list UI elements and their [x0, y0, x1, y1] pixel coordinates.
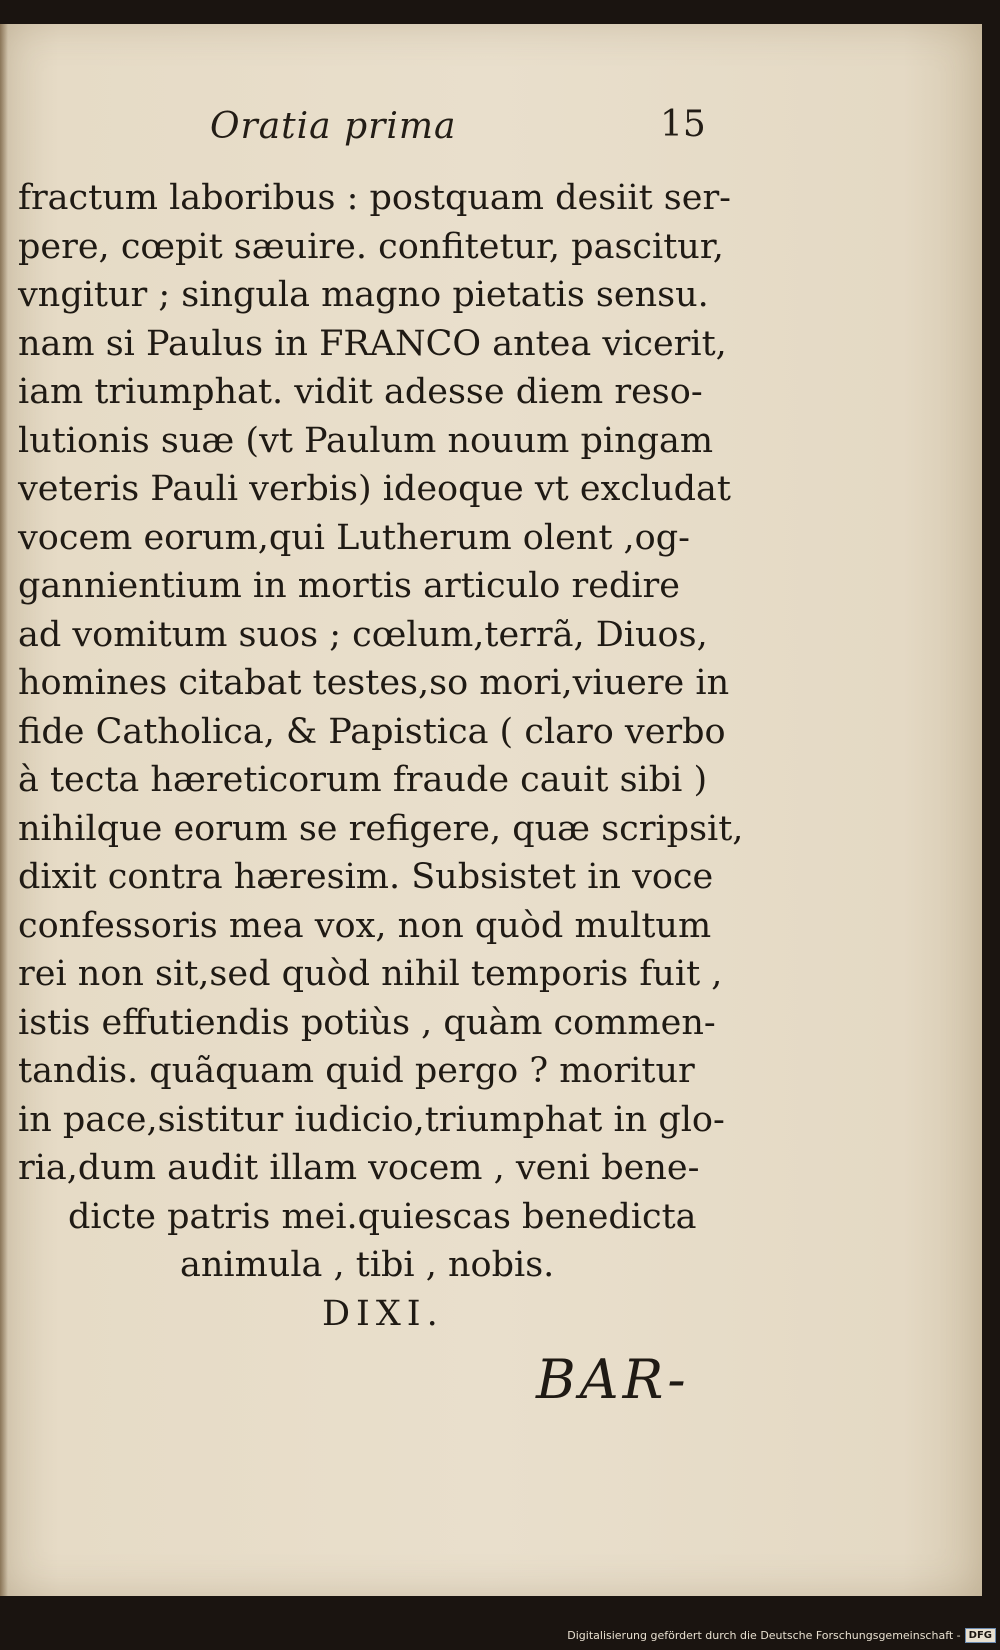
- digitization-credit: [567, 1624, 996, 1646]
- text-line: à tecta hæreticorum fraude cauit sibi ): [18, 760, 708, 800]
- text-line: ad vomitum suos ; cœlum,terrã, Diuos,: [18, 614, 708, 655]
- text-line: fractum laboribus : postquam desiit ser-: [18, 178, 732, 218]
- text-line: gannientium in mortis articulo redire: [18, 566, 680, 606]
- text-line: vocem eorum,qui Lutherum olent ,og-: [18, 517, 690, 558]
- text-line: lutionis suæ (vt Paulum nouum pingam: [18, 420, 714, 461]
- book-page: [0, 24, 982, 1596]
- text-line: vngitur ; singula magno pietatis sensu.: [18, 275, 709, 315]
- text-line: confessoris mea vox, non quòd multum: [18, 905, 712, 946]
- closing-word: DIXI.: [322, 1293, 444, 1334]
- page-gutter-shadow: [0, 24, 8, 1596]
- page-number: 15: [660, 104, 706, 145]
- credit-text: Digitalisierung gefördert durch die Deutsche Forschungsgemeinschaft -: [567, 1628, 961, 1642]
- body-text: [18, 174, 744, 1338]
- page-header: [210, 96, 710, 156]
- text-line: pere, cœpit sæuire. confitetur, pascitur,: [18, 226, 724, 267]
- text-line: rei non sit,sed quòd nihil temporis fuit ,: [18, 954, 723, 994]
- text-line: nihilque eorum se refigere, quæ scripsit,: [18, 808, 744, 849]
- running-title: Oratia prima: [210, 106, 457, 147]
- text-line: istis effutiendis potiùs , quàm commen-: [18, 1002, 716, 1043]
- text-line: veteris Pauli verbis) ideoque vt excludat: [18, 469, 731, 509]
- text-line: iam triumphat. vidit adesse diem reso-: [18, 372, 703, 412]
- text-line: homines citabat testes,so mori,viuere in: [18, 663, 730, 703]
- text-line: dicte patris mei.quiescas benedicta: [68, 1196, 697, 1237]
- text-line: nam si Paulus in FRANCO antea vicerit,: [18, 323, 727, 364]
- catchword: BAR-: [536, 1348, 690, 1411]
- text-line: ria,dum audit illam vocem , veni bene-: [18, 1148, 700, 1188]
- text-line: dixit contra hæresim. Subsistet in voce: [18, 857, 714, 897]
- text-line: in pace,sistitur iudicio,triumphat in glo-: [18, 1099, 725, 1140]
- text-line: fide Catholica, & Papistica ( claro verbo: [18, 711, 726, 752]
- text-line: tandis. quãquam quid pergo ? moritur: [18, 1051, 695, 1091]
- text-line: animula , tibi , nobis.: [180, 1245, 555, 1285]
- dfg-logo: DFG: [965, 1628, 996, 1643]
